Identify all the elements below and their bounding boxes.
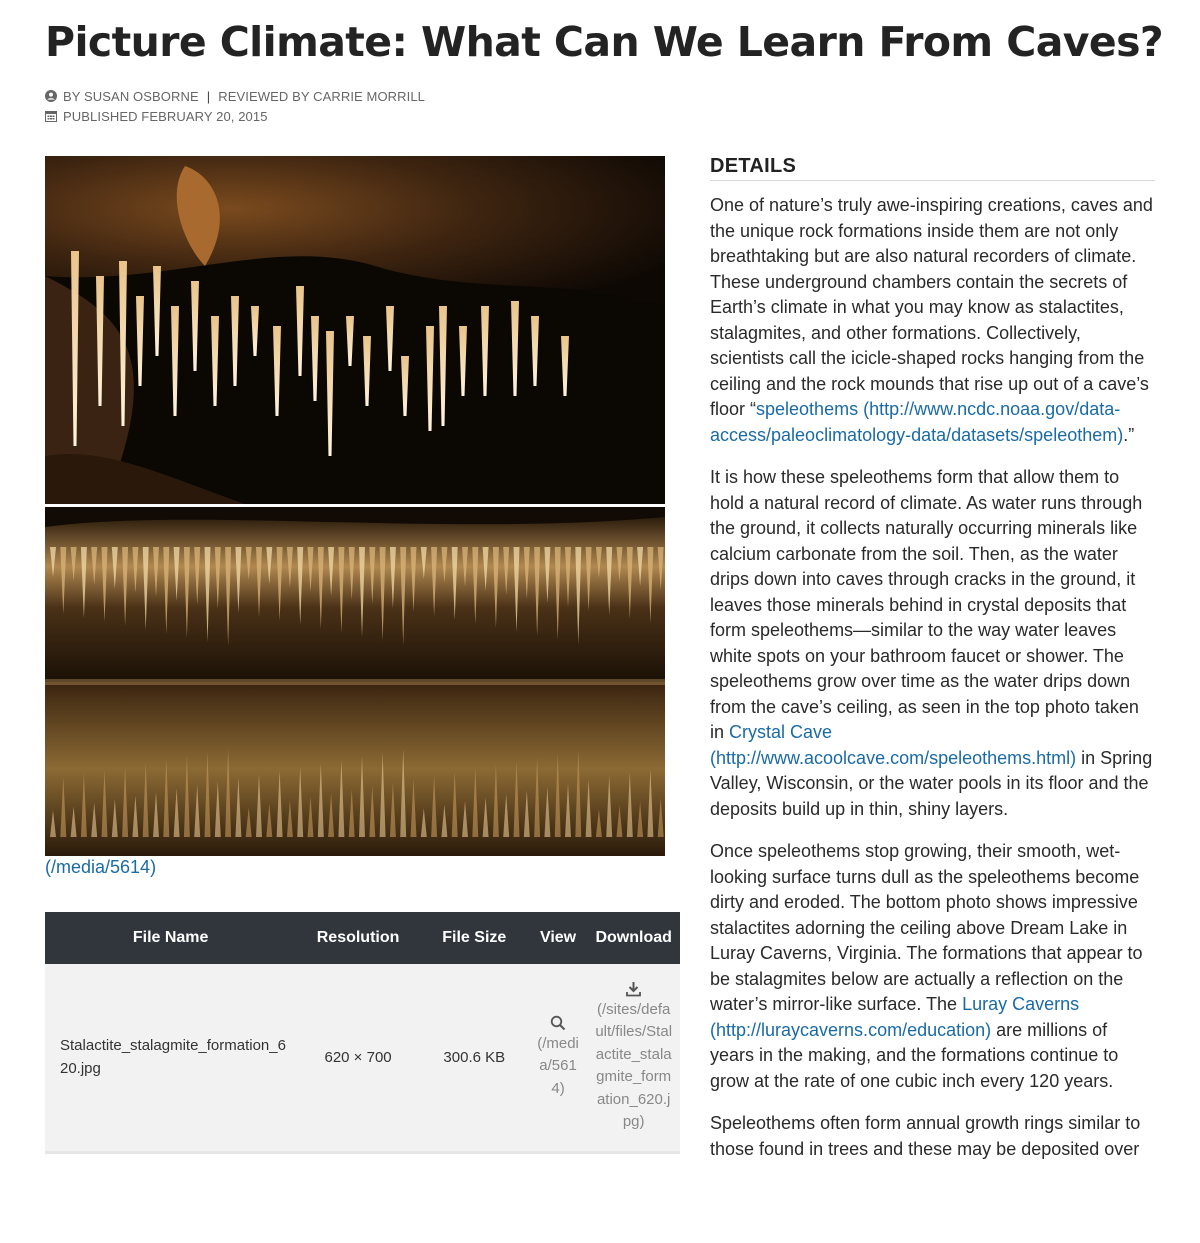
details-paragraph-2	[710, 465, 1155, 822]
luray-caverns-link[interactable]: Luray Caverns (http://luraycaverns.com/education)	[710, 994, 1080, 1040]
search-icon	[550, 1015, 566, 1031]
paragraph-text: in Spring Valley, Wisconsin, or the water pools in its floor and the deposits build up in thin, shiny layers.	[710, 747, 1153, 819]
crystal-cave-photo[interactable]	[45, 156, 665, 504]
reviewer: REVIEWED BY CARRIE MORRILL	[218, 89, 426, 104]
table-header-row	[45, 912, 680, 964]
paragraph-text: are millions of years in the making, and the formations continue to grow at the rate of one cubic inch every 120 years.	[710, 1019, 1119, 1091]
view-cell	[529, 964, 588, 1152]
byline-separator: |	[206, 89, 211, 104]
media-file-table	[45, 912, 680, 1154]
publish-date: PUBLISHED FEBRUARY 20, 2015	[63, 109, 268, 124]
paragraph-text: Once speleothems stop growing, their smooth, wet-looking surface turns dull as the speleothems become dirty and eroded. The bottom photo shows impressive stalactites adorning the ceiling above Dream Lake in Luray Caverns, Virginia. The formations that appear to be stalagmites below are actually a reflection on the water’s mirror-like surface. The	[710, 841, 1143, 1014]
header-file-size: File Size	[420, 912, 529, 964]
header-view: View	[529, 912, 588, 964]
resolution-cell: 620 × 700	[296, 964, 420, 1152]
download-link-text: (/sites/default/files/Stalactite_stalagmite_formation_620.jpg)	[595, 1000, 673, 1131]
download-cell	[587, 964, 680, 1152]
header-file-name: File Name	[45, 912, 296, 964]
download-link[interactable]	[593, 981, 674, 1131]
paragraph-text: It is how these speleothems form that allow them to hold a natural record of climate. As water runs through the ground, it collects naturally occurring minerals like calcium carbonate from the soil. Then, as the water drips down into caves through cracks in the ground, it leaves those minerals behind in crystal deposits that form speleothems—similar to the way water leaves white spots on your bathroom faucet or shower. The speleothems grow over time as the water drips down from the cave’s ceiling, as seen in the top photo taken in	[710, 467, 1143, 742]
details-section	[710, 155, 1155, 1179]
user-circle-icon	[45, 90, 57, 102]
header-download: Download	[587, 912, 680, 964]
page-title: Picture Climate: What Can We Learn From Caves?	[45, 18, 1164, 66]
publish-date-line	[45, 109, 268, 124]
download-icon	[626, 981, 641, 997]
speleothems-link[interactable]: speleothems (http://www.ncdc.noaa.gov/data-access/paleoclimatology-data/datasets/speleothem)	[710, 399, 1124, 445]
media-link[interactable]: (/media/5614)	[45, 857, 157, 877]
file-size-cell: 300.6 KB	[420, 964, 529, 1152]
header-resolution: Resolution	[296, 912, 420, 964]
view-link-text: (/media/5614)	[537, 1034, 579, 1097]
view-link[interactable]	[535, 1015, 582, 1097]
paragraph-text: .”	[1123, 424, 1135, 445]
paragraph-text: One of nature’s truly awe-inspiring creations, caves and the unique rock formations inside them are not only breathtaking but are also natural recorders of climate. These underground chambers contain the secrets of Earth’s climate in what you may know as stalactites, stalagmites, and other formations. Collectively, scientists call the icicle-shaped rocks hanging from the ceiling and the rock mounds that rise up out of a cave’s floor “	[710, 195, 1153, 419]
luray-caverns-photo[interactable]	[45, 507, 665, 856]
author: BY SUSAN OSBORNE	[63, 89, 199, 104]
details-heading: DETAILS	[710, 155, 1155, 181]
details-paragraph-4: Speleothems often form annual growth rings similar to those found in trees and these may be deposited over	[710, 1113, 1141, 1159]
details-paragraph-1	[710, 193, 1155, 448]
table-row	[45, 964, 680, 1152]
file-name-cell: Stalactite_stalagmite_formation_620.jpg	[45, 964, 296, 1152]
byline	[45, 89, 425, 104]
crystal-cave-link[interactable]: Crystal Cave (http://www.acoolcave.com/speleothems.html)	[710, 722, 1077, 768]
calendar-icon	[45, 110, 57, 122]
details-paragraph-3	[710, 839, 1155, 1094]
